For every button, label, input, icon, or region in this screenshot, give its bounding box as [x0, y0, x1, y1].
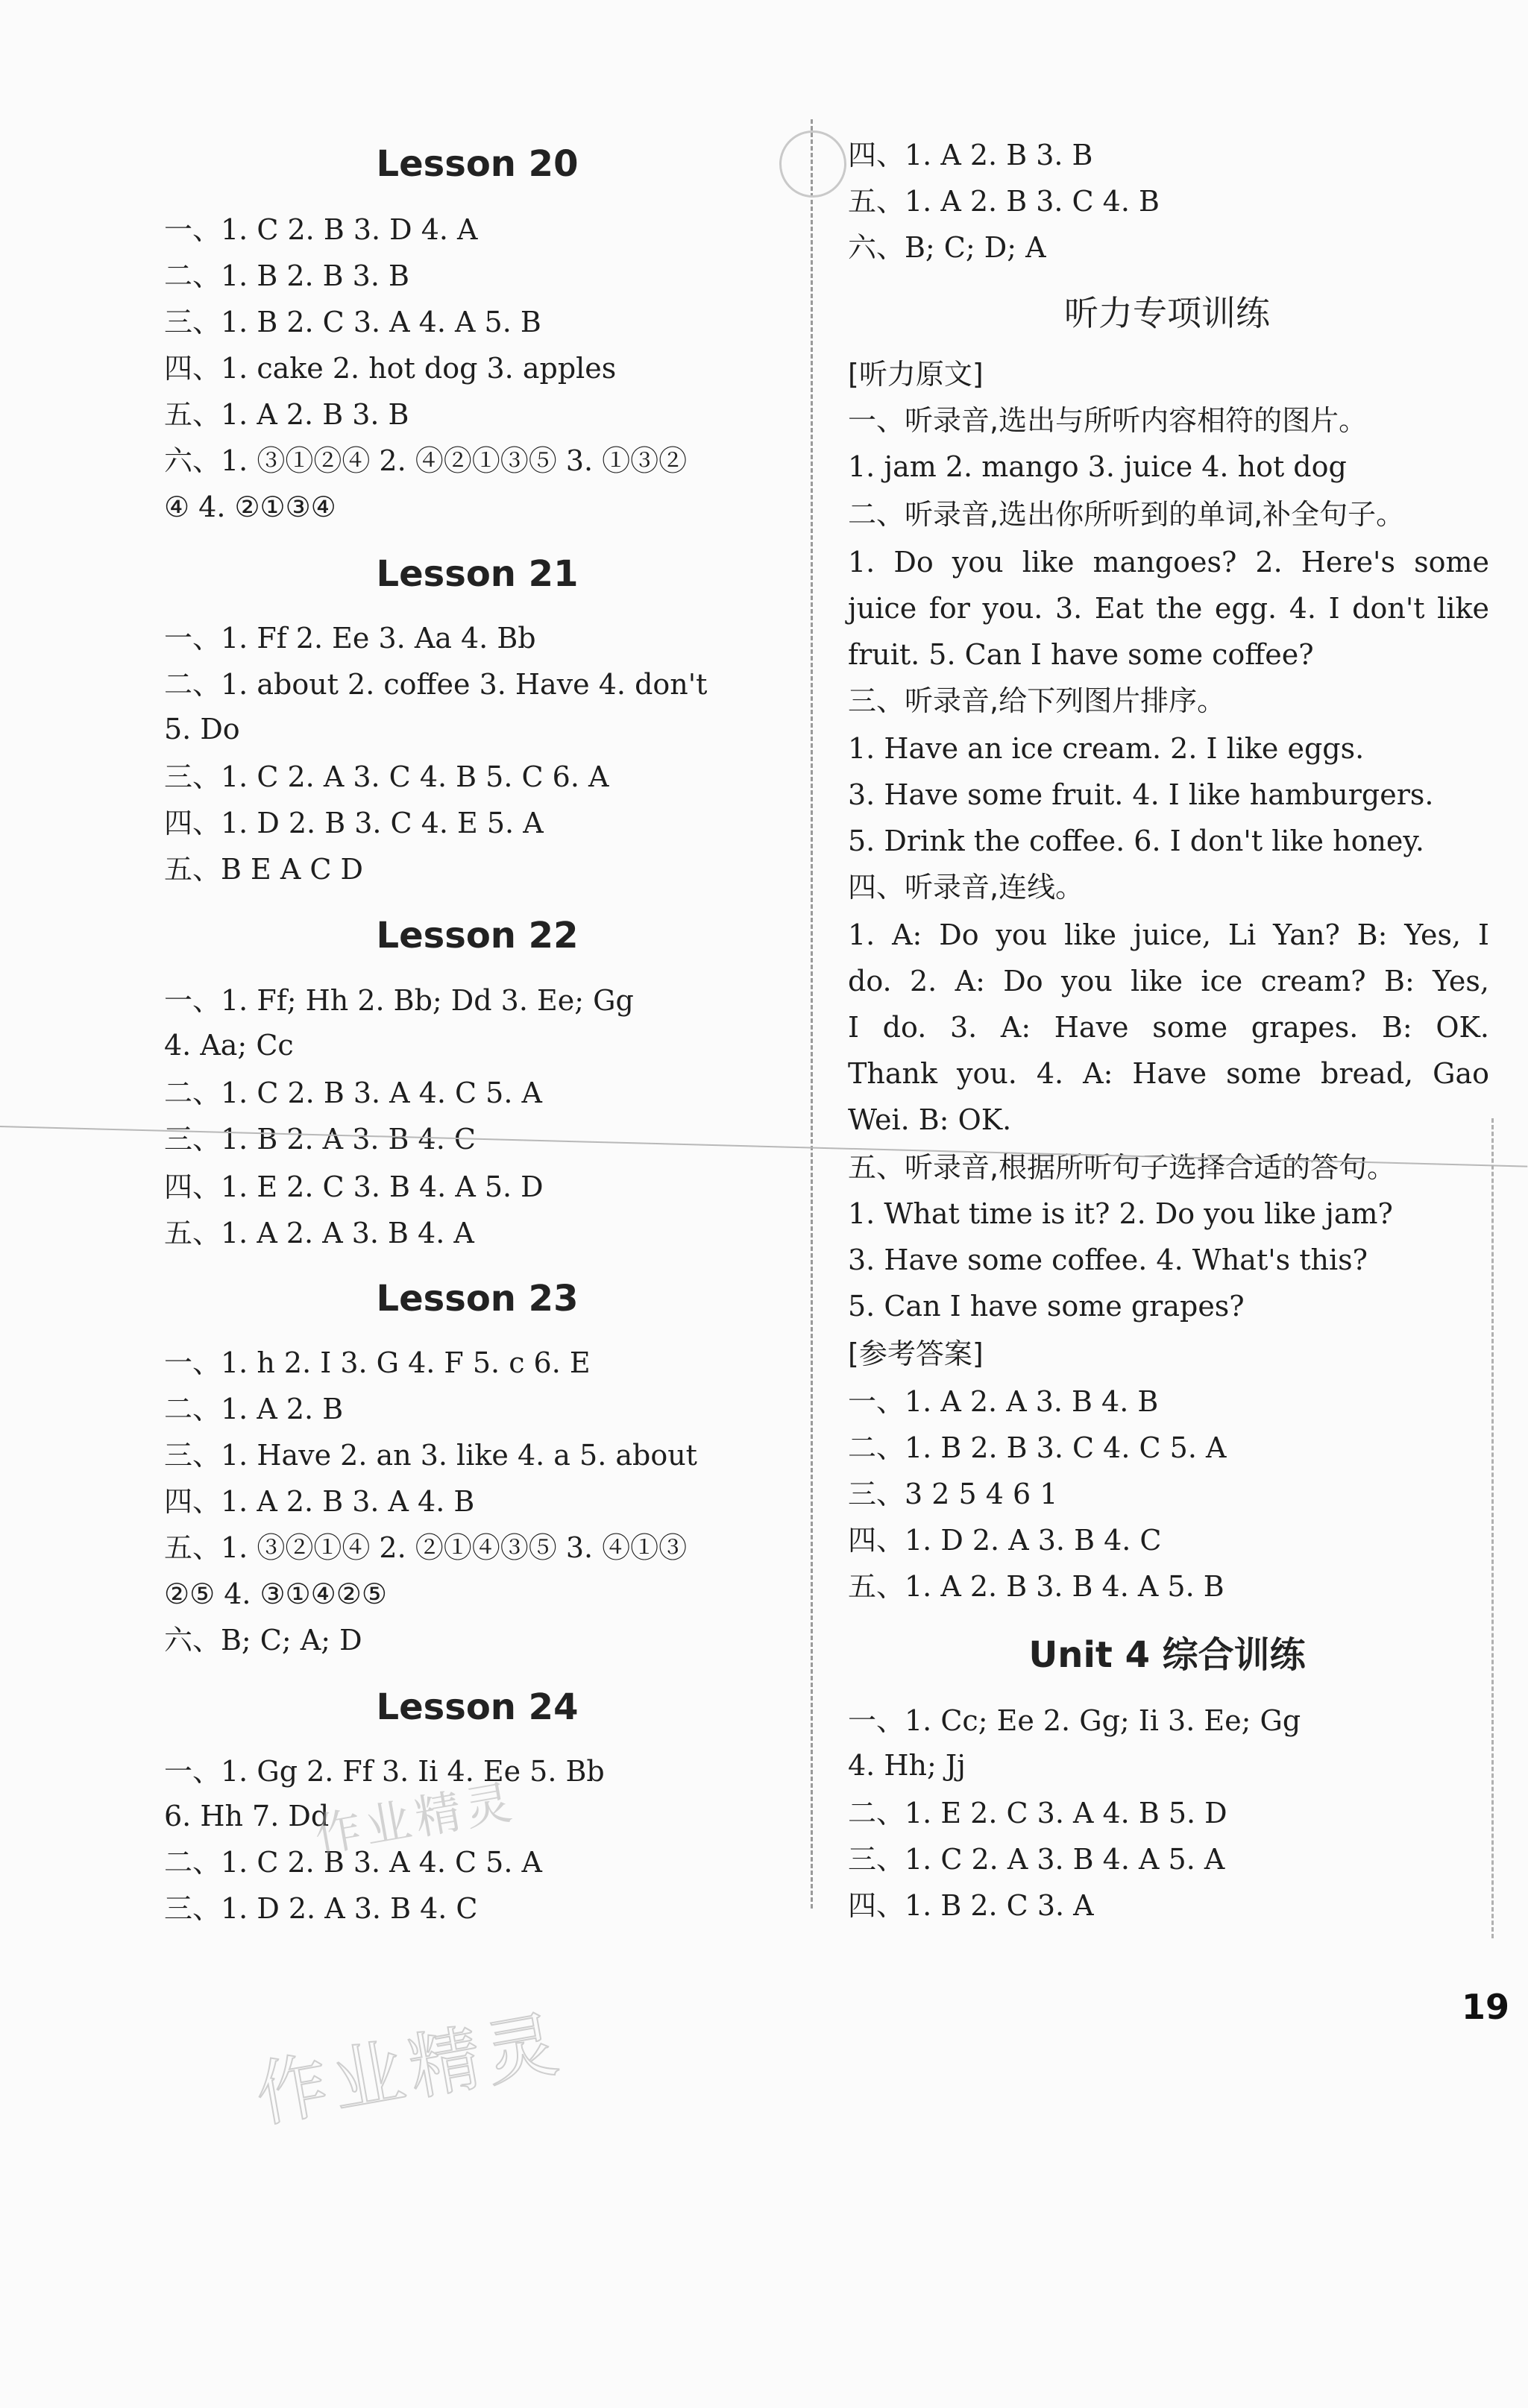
lesson-23-line: 四、1. A 2. B 3. A 4. B: [164, 1485, 475, 1518]
lesson-22-line: 4. Aa; Cc: [164, 1029, 294, 1062]
lesson-22-line: 二、1. C 2. B 3. A 4. C 5. A: [164, 1077, 542, 1109]
lesson-22-line: 一、1. Ff; Hh 2. Bb; Dd 3. Ee; Gg: [164, 984, 634, 1017]
answer-line: 五、1. A 2. B 3. C 4. B: [848, 185, 1160, 218]
lesson-21-line: 5. Do: [164, 713, 240, 746]
listening-line: do. 2. A: Do you like ice cream? B: Yes,: [848, 965, 1489, 997]
reference-answer-line: 三、3 2 5 4 6 1: [848, 1478, 1058, 1510]
listening-line: 1. What time is it? 2. Do you like jam?: [848, 1197, 1393, 1230]
stamp-seal: [772, 123, 854, 205]
listening-line: Thank you. 4. A: Have some bread, Gao: [848, 1057, 1489, 1090]
listening-line: juice for you. 3. Eat the egg. 4. I don't like: [848, 592, 1489, 625]
lesson-22-line: 四、1. E 2. C 3. B 4. A 5. D: [164, 1170, 544, 1203]
listening-line: 一、听录音,选出与所听内容相符的图片。: [848, 404, 1368, 437]
page-number: 19: [1462, 1987, 1510, 2027]
answer-line: 六、B; C; D; A: [848, 231, 1046, 264]
answer-line: 四、1. A 2. B 3. B: [848, 139, 1093, 171]
listening-line: 3. Have some fruit. 4. I like hamburgers.: [848, 778, 1434, 811]
lesson-20-line: 四、1. cake 2. hot dog 3. apples: [164, 352, 617, 385]
lesson-20-title: Lesson 20: [376, 143, 579, 185]
lesson-21-line: 三、1. C 2. A 3. C 4. B 5. C 6. A: [164, 760, 609, 793]
lesson-20-line: 六、1. ③①②④ 2. ④②①③⑤ 3. ①③②: [164, 444, 688, 477]
lesson-20-line: 二、1. B 2. B 3. B: [164, 259, 409, 292]
lesson-23-line: 二、1. A 2. B: [164, 1393, 344, 1425]
lesson-23-title: Lesson 23: [376, 1278, 579, 1320]
listening-line: 二、听录音,选出你所听到的单词,补全句子。: [848, 498, 1405, 531]
reference-answer-line: 五、1. A 2. B 3. B 4. A 5. B: [848, 1570, 1224, 1603]
lesson-22-line: 三、1. B 2. A 3. B 4. C: [164, 1123, 476, 1156]
listening-script-label: [听力原文]: [848, 358, 984, 391]
watermark-outline: 作业精灵: [249, 2001, 570, 2138]
lesson-22-title: Lesson 22: [376, 915, 579, 956]
unit-4-line: 4. Hh; Jj: [848, 1749, 966, 1782]
reference-answers-label: [参考答案]: [848, 1337, 984, 1370]
lesson-23-line: 六、B; C; A; D: [164, 1624, 362, 1657]
lesson-20-line: 五、1. A 2. B 3. B: [164, 398, 409, 431]
lesson-23-line: 五、1. ③②①④ 2. ②①④③⑤ 3. ④①③: [164, 1531, 688, 1564]
listening-line: fruit. 5. Can I have some coffee?: [848, 638, 1314, 671]
lesson-21-line: 五、B E A C D: [164, 853, 363, 886]
listening-line: 3. Have some coffee. 4. What's this?: [848, 1244, 1368, 1276]
unit-4-line: 四、1. B 2. C 3. A: [848, 1889, 1094, 1922]
lesson-20-line: ④ 4. ②①③④: [164, 491, 336, 523]
watermark: 作业精灵: [310, 1774, 521, 1863]
listening-line: 五、听录音,根据所听句子选择合适的答句。: [848, 1151, 1396, 1184]
unit-4-title: Unit 4 综合训练: [1028, 1634, 1306, 1676]
lesson-24-line: 二、1. C 2. B 3. A 4. C 5. A: [164, 1846, 542, 1879]
reference-answer-line: 二、1. B 2. B 3. C 4. C 5. A: [848, 1431, 1227, 1464]
listening-line: 1. jam 2. mango 3. juice 4. hot dog: [848, 450, 1347, 483]
lesson-20-line: 一、1. C 2. B 3. D 4. A: [164, 213, 478, 246]
listening-line: 三、听录音,给下列图片排序。: [848, 684, 1226, 717]
lesson-21-line: 一、1. Ff 2. Ee 3. Aa 4. Bb: [164, 622, 536, 655]
column-divider: [811, 119, 813, 1909]
listening-section-title: 听力专项训练: [1064, 293, 1270, 333]
listening-line: 1. Do you like mangoes? 2. Here's some: [848, 546, 1489, 579]
unit-4-line: 二、1. E 2. C 3. A 4. B 5. D: [848, 1797, 1227, 1829]
lesson-21-title: Lesson 21: [376, 553, 579, 595]
listening-line: 5. Drink the coffee. 6. I don't like honey.: [848, 825, 1424, 857]
listening-line: I do. 3. A: Have some grapes. B: OK.: [848, 1011, 1489, 1044]
right-edge-rule: [1491, 1118, 1494, 1938]
lesson-23-line: 三、1. Have 2. an 3. like 4. a 5. about: [164, 1439, 697, 1472]
lesson-24-line: 一、1. Gg 2. Ff 3. Ii 4. Ee 5. Bb: [164, 1755, 605, 1788]
unit-4-line: 三、1. C 2. A 3. B 4. A 5. A: [848, 1843, 1225, 1876]
unit-4-line: 一、1. Cc; Ee 2. Gg; Ii 3. Ee; Gg: [848, 1704, 1301, 1737]
lesson-21-line: 四、1. D 2. B 3. C 4. E 5. A: [164, 807, 544, 839]
lesson-24-title: Lesson 24: [376, 1686, 579, 1728]
lesson-22-line: 五、1. A 2. A 3. B 4. A: [164, 1217, 474, 1249]
lesson-24-line: 三、1. D 2. A 3. B 4. C: [164, 1892, 478, 1925]
lesson-23-line: 一、1. h 2. I 3. G 4. F 5. c 6. E: [164, 1346, 591, 1379]
listening-line: 四、听录音,连线。: [848, 871, 1084, 904]
listening-line: 5. Can I have some grapes?: [848, 1290, 1245, 1323]
listening-line: 1. A: Do you like juice, Li Yan? B: Yes, I: [848, 918, 1489, 951]
reference-answer-line: 一、1. A 2. A 3. B 4. B: [848, 1385, 1159, 1418]
lesson-21-line: 二、1. about 2. coffee 3. Have 4. don't: [164, 668, 708, 701]
lesson-24-line: 6. Hh 7. Dd: [164, 1800, 330, 1832]
lesson-23-line: ②⑤ 4. ③①④②⑤: [164, 1578, 387, 1610]
listening-line: 1. Have an ice cream. 2. I like eggs.: [848, 732, 1365, 765]
lesson-20-line: 三、1. B 2. C 3. A 4. A 5. B: [164, 306, 541, 338]
reference-answer-line: 四、1. D 2. A 3. B 4. C: [848, 1524, 1162, 1557]
listening-line: Wei. B: OK.: [848, 1103, 1012, 1136]
